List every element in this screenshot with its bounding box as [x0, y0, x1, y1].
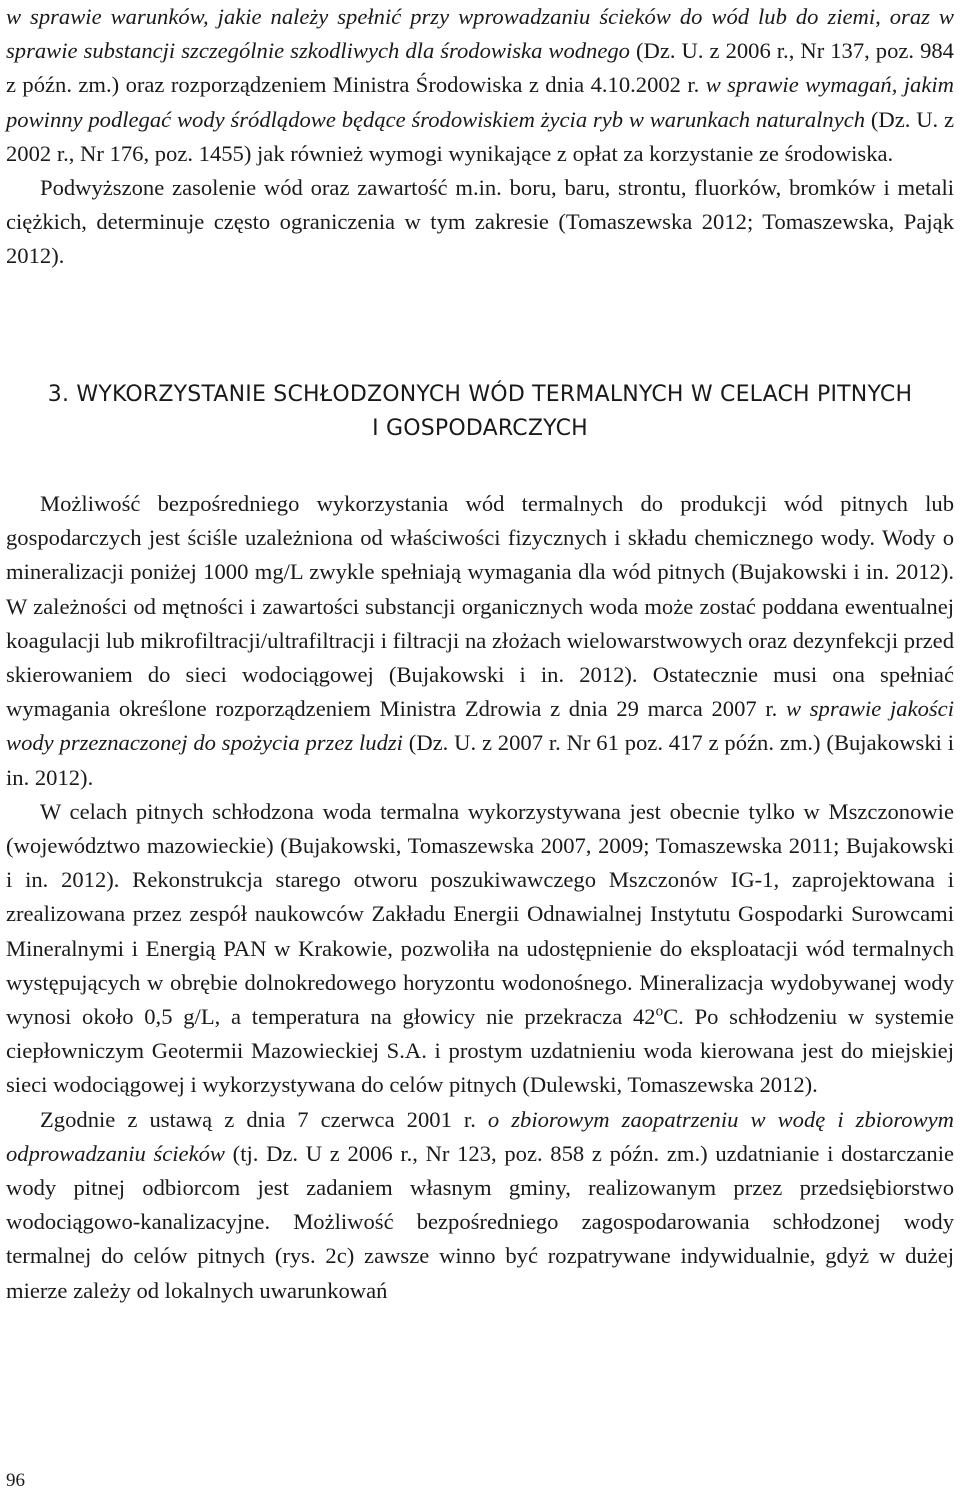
text-segment: Zgodnie z ustawą z dnia 7 czerwca 2001 r. [40, 1106, 488, 1132]
italic-act-title: o zbiorowym zaopatrzeniu w wodę i zbiorowym odprowadzaniu ścieków [6, 1106, 954, 1166]
italic-regulation-title-2: w sprawie wymagań, jakim powinny podlegać wody śródlądowe będące środowiskiem życia ryb w warunkach naturalnych [6, 72, 954, 132]
text-segment: Możliwość bezpośredniego wykorzystania wód termalnych do produkcji wód pitnych lub gospodarczych jest ściśle uzależniona od właściwości fizycznych i składu chemicznego wody. Wody o mineralizacji poniżej 1000 mg/L zwykle spełniają wymagania dla wód pitnych (Bujakowski i in. 2012). W zależności od mętności i zawartości substancji organicznych woda może zostać poddana ewentualnej koagulacji lub mikrofiltracji/ultrafiltracji i filtracji na złożach wielowarstwowych oraz dezynfekcji przed skierowaniem do sieci wodociągowej (Bujakowski i in. 2012). Ostatecznie musi ona spełniać wymagania określone rozporządzeniem Ministra Zdrowia z dnia 29 marca 2007 r. [6, 491, 954, 722]
text-segment: (Dz. U. z 2006 r., Nr 137, poz. 984 z późn. zm.) oraz rozporządzeniem Ministra Środowiska z dnia 4.10.2002 r. [6, 38, 954, 98]
section-heading-line-1: 3. WYKORZYSTANIE SCHŁODZONYCH WÓD TERMALNYCH W CELACH PITNYCH [47, 382, 913, 407]
text-segment: (Dz. U. z 2007 r. Nr 61 poz. 417 z późn. zm.) (Bujakowski i in. 2012). [6, 730, 955, 790]
italic-regulation-title-1: w sprawie warunków, jakie należy spełnić przy wprowadzaniu ścieków do wód lub do ziemi, oraz w sprawie substancji szczególnie szkodliwych dla środowiska wodnego [6, 4, 954, 64]
text-segment: W celach pitnych schłodzona woda termalna wykorzystywana jest obecnie tylko w Mszczonowie (województwo mazowieckie) (Bujakowski, Tomaszewska 2007, 2009; Tomaszewska 2011; Bujakowski i in. 2012). Rekonstrukcja starego otworu poszukiwawczego Mszczonów IG-1, zaprojektowana i zrealizowana przez zespół naukowców Zakładu Energii Odnawialnej Instytutu Gospodarki Surowcami Mineralnymi i Energią PAN w Krakowie, pozwoliła na udostępnienie do eksploatacji wód termalnych występujących w obrębie dolnokredowego horyzontu wodonośnego. Mineralizacja wydobywanej wody wynosi około 0,5 g/L, a temperatura na głowicy nie przekracza 42 [6, 798, 954, 1030]
text-segment: (tj. Dz. U z 2006 r., Nr 123, poz. 858 z późn. zm.) uzdatnianie i dostarczanie wody pitnej odbiorcom jest zadaniem własnym gminy, realizowanym przez przedsiębiorstwo wodociągowo-kanalizacyjne. Możliwość bezpośredniego zagospodarowania schłodzonej wody termalnej do celów pitnych (rys. 2c) zawsze winno być rozpatrywane indywidualnie, gdyż w dużej mierze zależy od lokalnych uwarunkowań [6, 1140, 954, 1303]
paragraph-mszczonow [6, 795, 954, 1103]
text-segment: (Dz. U. z 2002 r., Nr 176, poz. 1455) jak również wymogi wynikające z opłat za korzystanie ze środowiska. [6, 106, 954, 166]
degree-superscript: o [655, 1003, 664, 1020]
continued-text-block [6, 0, 954, 274]
italic-regulation-title-3: w sprawie jakości wody przeznaczonej do spożycia przez ludzi [6, 696, 954, 756]
paragraph-drinking-water-requirements [6, 487, 954, 795]
text-segment: C. Po schłodzeniu w systemie ciepłowniczym Geotermii Mazowieckiej S.A. i prostym uzdatnieniu woda kierowana jest do miejskiej sieci wodociągowej i wykorzystywana do celów pitnych (Dulewski, Tomaszewska 2012). [6, 1004, 954, 1098]
section-body [6, 487, 954, 1308]
page-number: 96 [6, 1470, 25, 1491]
section-heading-line-2: I GOSPODARCZYCH [372, 416, 588, 441]
paragraph-act-2001 [6, 1103, 954, 1308]
section-heading [6, 378, 954, 446]
paragraph-salinity: Podwyższone zasolenie wód oraz zawartość m.in. boru, baru, strontu, fluorków, bromków i metali ciężkich, determinuje często ograniczenia w tym zakresie (Tomaszewska 2012; Tomaszewska, Pająk 2012). [6, 175, 954, 269]
paragraph-regulations [6, 0, 954, 171]
